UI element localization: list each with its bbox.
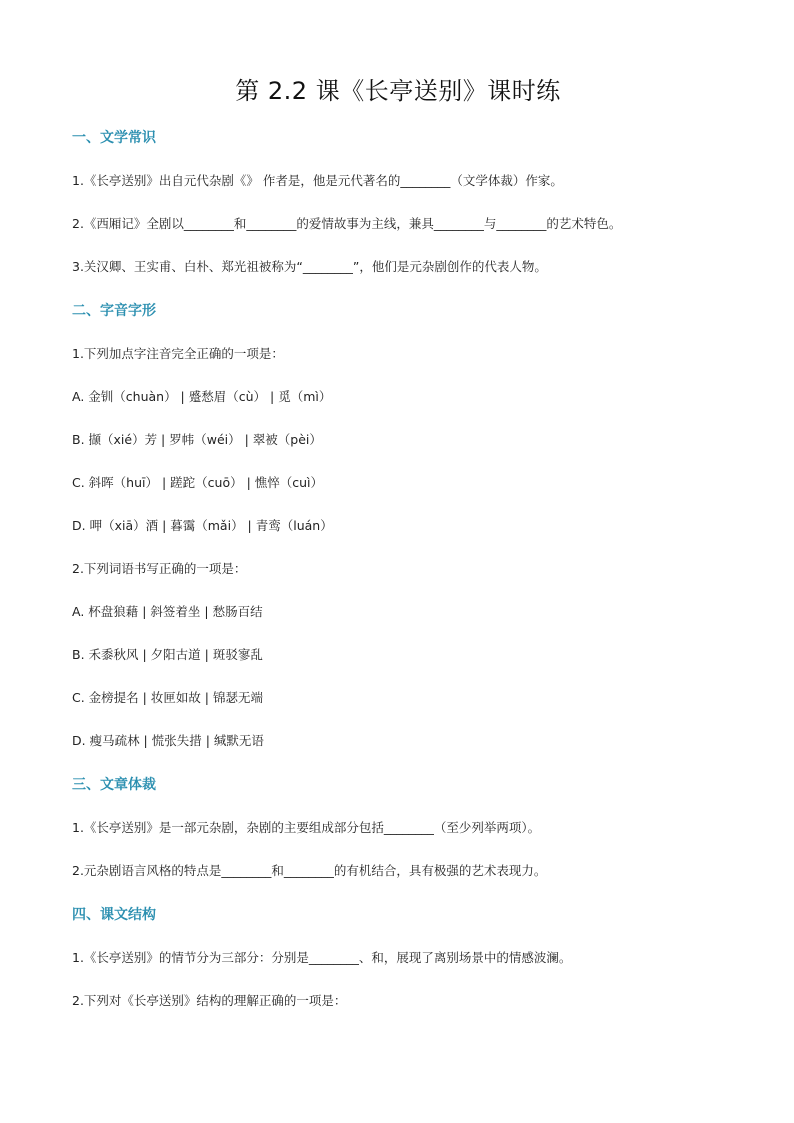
option-line: C. 金榜提名 | 妆匣如故 | 锦瑟无端 <box>72 690 263 705</box>
section-structure <box>72 905 724 1010</box>
section-heading: 二、字音字形 <box>72 303 156 319</box>
question-line: 1.下列加点字注音完全正确的一项是： <box>72 346 284 361</box>
question-line: 2.下列对《长亭送别》结构的理解正确的一项是： <box>72 993 347 1008</box>
page-title: 第 2.2 课《长亭送别》课时练 <box>235 77 561 105</box>
option-line: C. 斜晖（huī） | 蹉跎（cuō） | 憔悴（cuì） <box>72 475 324 490</box>
section-literary-knowledge <box>72 128 724 276</box>
option-line: A. 金钏（chuàn） | 蹙愁眉（cù） | 觅（mì） <box>72 389 332 404</box>
question-line: 1.《长亭送别》的情节分为三部分：分别是________、和，展现了离别场景中的情感波澜。 <box>72 950 572 965</box>
question-line: 3.关汉卿、王实甫、白朴、郑光祖被称为“________”，他们是元杂剧创作的代表人物。 <box>72 259 547 274</box>
section-heading: 一、文学常识 <box>72 130 156 146</box>
question-line: 2.《西厢记》全剧以________和________的爱情故事为主线，兼具________与________的艺术特色。 <box>72 216 622 231</box>
section-genre <box>72 775 724 880</box>
option-line: A. 杯盘狼藉 | 斜签着坐 | 愁肠百结 <box>72 604 263 619</box>
section-pronunciation-writing <box>72 301 724 750</box>
option-line: D. 瘦马疏林 | 慌张失措 | 缄默无语 <box>72 733 264 748</box>
option-line: D. 呷（xiā）酒 | 暮霭（mǎi） | 青鸾（luán） <box>72 518 333 533</box>
question-line: 1.《长亭送别》是一部元杂剧，杂剧的主要组成部分包括________（至少列举两项）。 <box>72 820 541 835</box>
section-heading: 三、文章体裁 <box>72 777 156 793</box>
option-line: B. 禾黍秋风 | 夕阳古道 | 斑驳寥乱 <box>72 647 263 662</box>
section-heading: 四、课文结构 <box>72 907 156 923</box>
question-line: 2.元杂剧语言风格的特点是________和________的有机结合，具有极强的艺术表现力。 <box>72 863 547 878</box>
question-line: 2.下列词语书写正确的一项是： <box>72 561 247 576</box>
question-line: 1.《长亭送别》出自元代杂剧《》 作者是，他是元代著名的________（文学体裁）作家。 <box>72 173 563 188</box>
option-line: B. 撷（xié）芳 | 罗帏（wéi） | 翠被（pèi） <box>72 432 322 447</box>
